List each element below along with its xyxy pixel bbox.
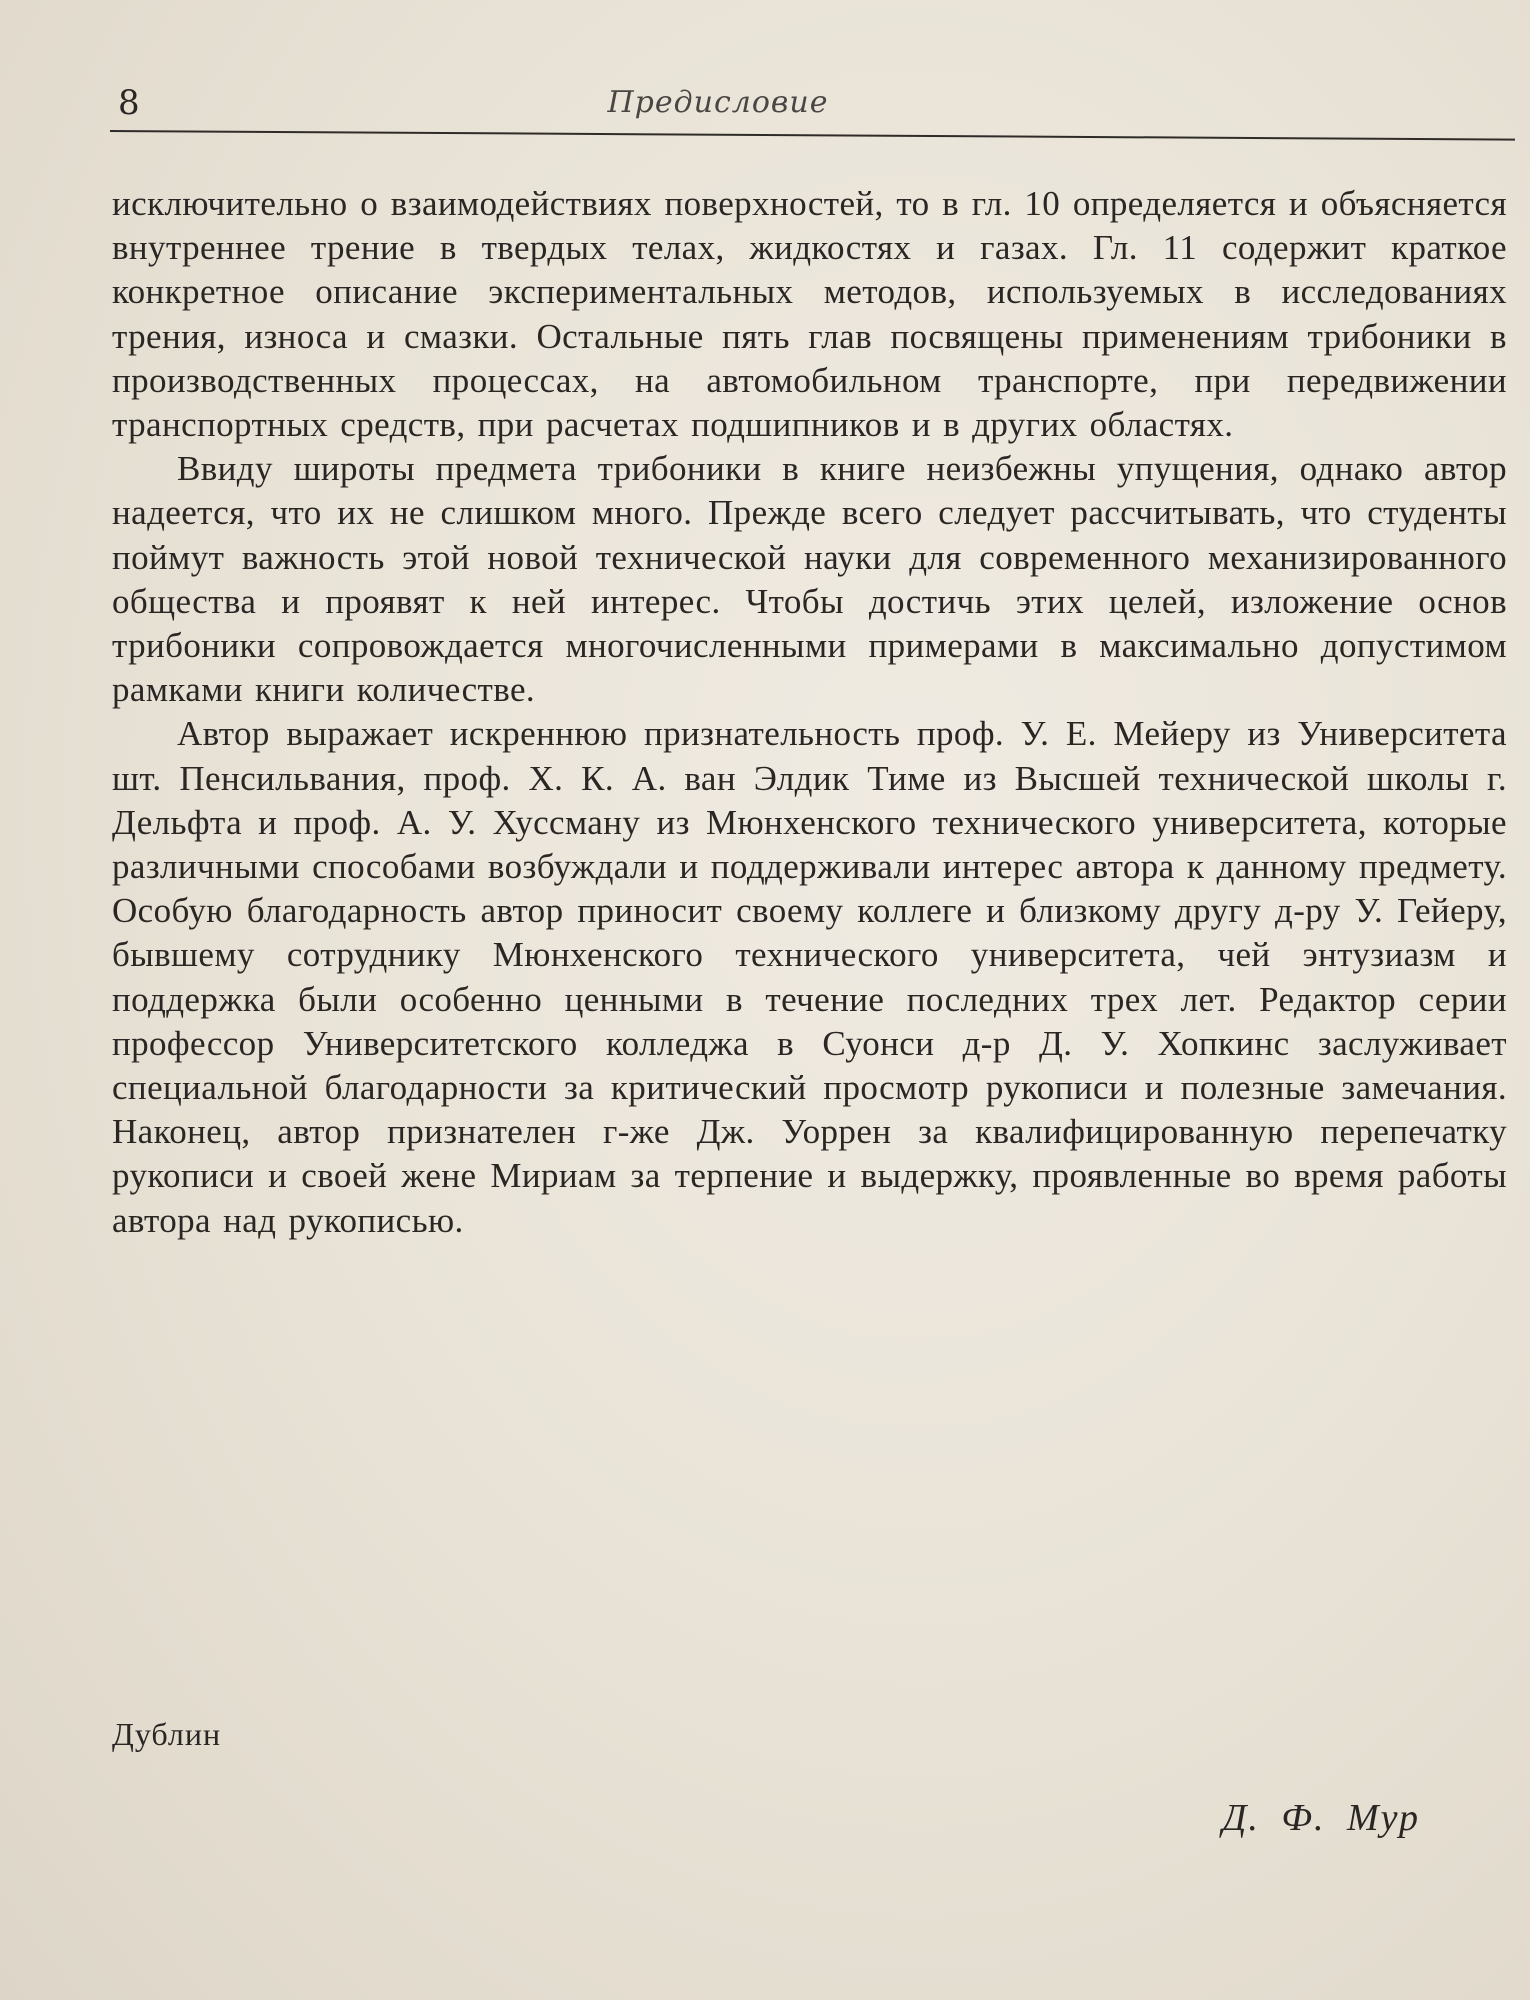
place-of-writing: Дублин	[112, 1716, 222, 1752]
running-head	[118, 78, 1508, 128]
paragraph: исключительно о взаимодействиях поверхностей, то в гл. 10 определяется и объясняется внутреннее трение в твердых телах, жидкостях и газах. Гл. 11 содержит краткое конкретное описание экспериментальных методов, используемых в исследованиях трения, износа и смазки. Остальные пять глав посвящены применениям трибоники в производственных процессах, на автомобильном транспорте, при передвижении транспортных средств, при расчетах подшипников и в других областях.	[112, 184, 1507, 445]
paragraph: Ввиду широты предмета трибоники в книге неизбежны упущения, однако автор надеется, что их не слишком много. Прежде всего следует рассчитывать, что студенты поймут важность этой новой технической науки для современного механизированного общества и проявят к ней интерес. Чтобы достичь этих целей, изложение основ трибоники сопровождается многочисленными примерами в максимально допустимом рамками книги количестве.	[112, 449, 1507, 710]
running-title: Предисловие	[607, 85, 829, 120]
page-number: 8	[118, 83, 140, 123]
paragraph: Автор выражает искреннюю признательность проф. У. Е. Мейеру из Университета шт. Пенсильвания, проф. Х. К. А. ван Элдик Тиме из Высшей технической школы г. Дельфта и проф. А. У. Хуссману из Мюнхенского технического университета, которые различными способами возбуждали и поддерживали интерес автора к данному предмету. Особую благодарность автор приносит своему коллеге и близкому другу д-ру У. Гейеру, бывшему сотруднику Мюнхенского технического университета, чей энтузиазм и поддержка были особенно ценными в течение последних трех лет. Редактор серии профессор Университетского колледжа в Суонси д-р Д. У. Хопкинс заслуживает специальной благодарности за критический просмотр рукописи и полезные замечания. Наконец, автор признателен г-же Дж. Уоррен за квалифицированную перепечатку рукописи и своей жене Мириам за терпение и выдержку, проявленные во время работы автора над рукописью.	[112, 714, 1507, 1240]
body-text	[112, 182, 1507, 1243]
header-rule	[110, 130, 1515, 141]
author-signature: Д. Ф. Мур	[1222, 1797, 1420, 1839]
